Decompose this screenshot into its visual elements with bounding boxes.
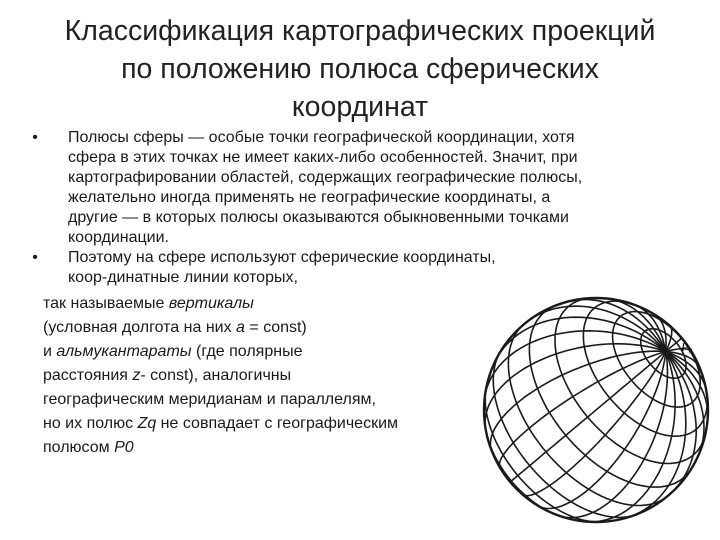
symbol-z: z [132,367,141,384]
symbol-zq: Zq [137,415,157,432]
text: не совпадает с географическим [156,415,399,432]
paragraph-line [43,340,398,364]
text: (условная долгота на них [43,319,237,336]
bullet-text-line: коор-динатные линии которых, [68,269,298,286]
sphere-grid-figure [478,272,710,534]
almucantar-line [555,298,693,463]
paragraph-line [43,292,398,316]
bullet-text-line: желательно иногда применять не географические координаты, а [68,189,551,206]
text: (где полярные [191,343,303,360]
bullet-item [28,128,693,248]
text: полюсом [43,439,115,456]
paragraph-line: географическим меридианам и параллелям, [43,391,376,408]
body-paragraph [43,292,398,460]
title-line: координат [291,91,429,123]
vertical-line [585,352,675,522]
term-verticals: вертикалы [168,295,254,312]
bullet-text-line: другие — в которых полюсы оказываются обыкновенными точками [68,209,569,226]
text: расстояния [43,367,133,384]
bullet-text-line: картографировании областей, содержащих географические полюсы, [68,169,583,186]
vertical-line [537,352,666,509]
bullet-text-line: сфера в этих точках не имеет каких-либо особенностей. Значит, при [68,149,578,166]
paragraph-line [43,316,398,340]
pole-label: P₀ [681,340,693,354]
text: = const) [244,319,307,336]
bullet-text-line: Полюсы сферы — особые точки географической координации, хотя [68,129,575,146]
text: - const), аналогичны [140,367,292,384]
bullet-marker: • [32,129,38,146]
title-line: по положению полюса сферических [121,53,599,85]
bullet-list [28,128,693,288]
paragraph-line [43,364,398,388]
bullet-text-line: Поэтому на сфере используют сферические координаты, [68,249,496,266]
paragraph-line [43,436,398,460]
text: так называемые [43,295,169,312]
text: но их полюс [43,415,138,432]
term-almucantars: альмукантараты [56,343,192,360]
paragraph-line [43,412,398,436]
bullet-marker: • [32,249,38,266]
slide-title [40,12,680,126]
title-line: Классификация картографических проекций [64,15,656,47]
symbol-a: a [236,319,245,336]
symbol-p0: P0 [114,439,134,456]
bullet-text-line: координации. [68,229,169,246]
text: и [43,343,57,360]
